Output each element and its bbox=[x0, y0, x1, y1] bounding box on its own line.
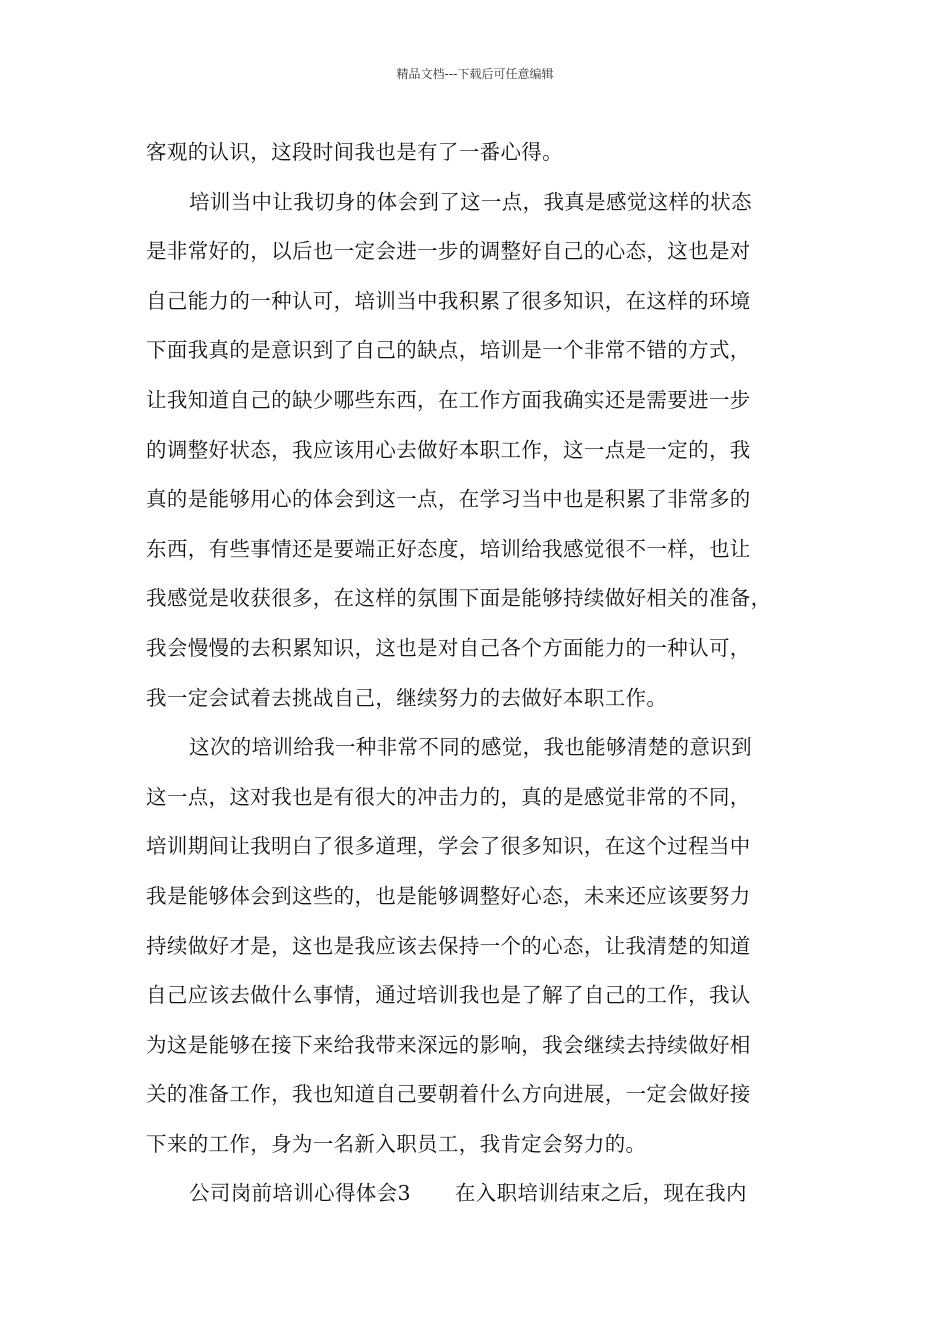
text-line: 培训期间让我明白了很多道理，学会了很多知识，在这个过程当中 bbox=[146, 834, 751, 859]
text-line: 真的是能够用心的体会到这一点，在学习当中也是积累了非常多的 bbox=[146, 487, 751, 512]
text-line: 我感觉是收获很多，在这样的氛围下面是能够持续做好相关的准备， bbox=[146, 586, 772, 611]
text-line: 让我知道自己的缺少哪些东西，在工作方面我确实还是需要进一步 bbox=[146, 387, 751, 412]
text-line: 关的准备工作，我也知道自己要朝着什么方向进展，一定会做好接 bbox=[146, 1082, 751, 1107]
text-line: 这一点，这对我也是有很大的冲击力的，真的是感觉非常的不同， bbox=[146, 784, 751, 809]
paragraph-first-line: 这次的培训给我一种非常不同的感觉，我也能够清楚的意识到 bbox=[189, 735, 752, 760]
section-title: 公司岗前培训心得体会3 bbox=[189, 1181, 411, 1206]
text-line: 我是能够体会到这些的，也是能够调整好心态，未来还应该要努力 bbox=[146, 883, 751, 908]
document-body bbox=[146, 128, 826, 1219]
text-line: 东西，有些事情还是要端正好态度，培训给我感觉很不一样，也让 bbox=[146, 536, 751, 561]
text-line: 我一定会试着去挑战自己，继续努力的去做好本职工作。 bbox=[146, 685, 668, 710]
text-line: 我会慢慢的去积累知识，这也是对自己各个方面能力的一种认可， bbox=[146, 635, 751, 660]
text-line: 为这是能够在接下来给我带来深远的影响，我会继续去持续做好相 bbox=[146, 1032, 751, 1057]
text-line: 是非常好的，以后也一定会进一步的调整好自己的心态，这也是对 bbox=[146, 239, 751, 264]
section-heading-line bbox=[146, 1169, 826, 1219]
text-line: 的调整好状态，我应该用心去做好本职工作，这一点是一定的，我 bbox=[146, 437, 751, 462]
text-line: 自己应该去做什么事情，通过培训我也是了解了自己的工作，我认 bbox=[146, 983, 751, 1008]
text-line: 客观的认识，这段时间我也是有了一番心得。 bbox=[146, 140, 563, 164]
text-line: 下面我真的是意识到了自己的缺点，培训是一个非常不错的方式， bbox=[146, 338, 751, 363]
text-line: 持续做好才是，这也是我应该去保持一个的心态，让我清楚的知道 bbox=[146, 933, 751, 958]
section-text: 在入职培训结束之后，现在我内 bbox=[454, 1181, 747, 1206]
paragraph-first-line: 培训当中让我切身的体会到了这一点，我真是感觉这样的状态 bbox=[189, 189, 752, 214]
text-line: 自己能力的一种认可，培训当中我积累了很多知识，在这样的环境 bbox=[146, 288, 751, 313]
text-line: 下来的工作，身为一名新入职员工，我肯定会努力的。 bbox=[146, 1131, 647, 1156]
page-header: 精品文档---下载后可任意编辑 bbox=[396, 67, 554, 81]
